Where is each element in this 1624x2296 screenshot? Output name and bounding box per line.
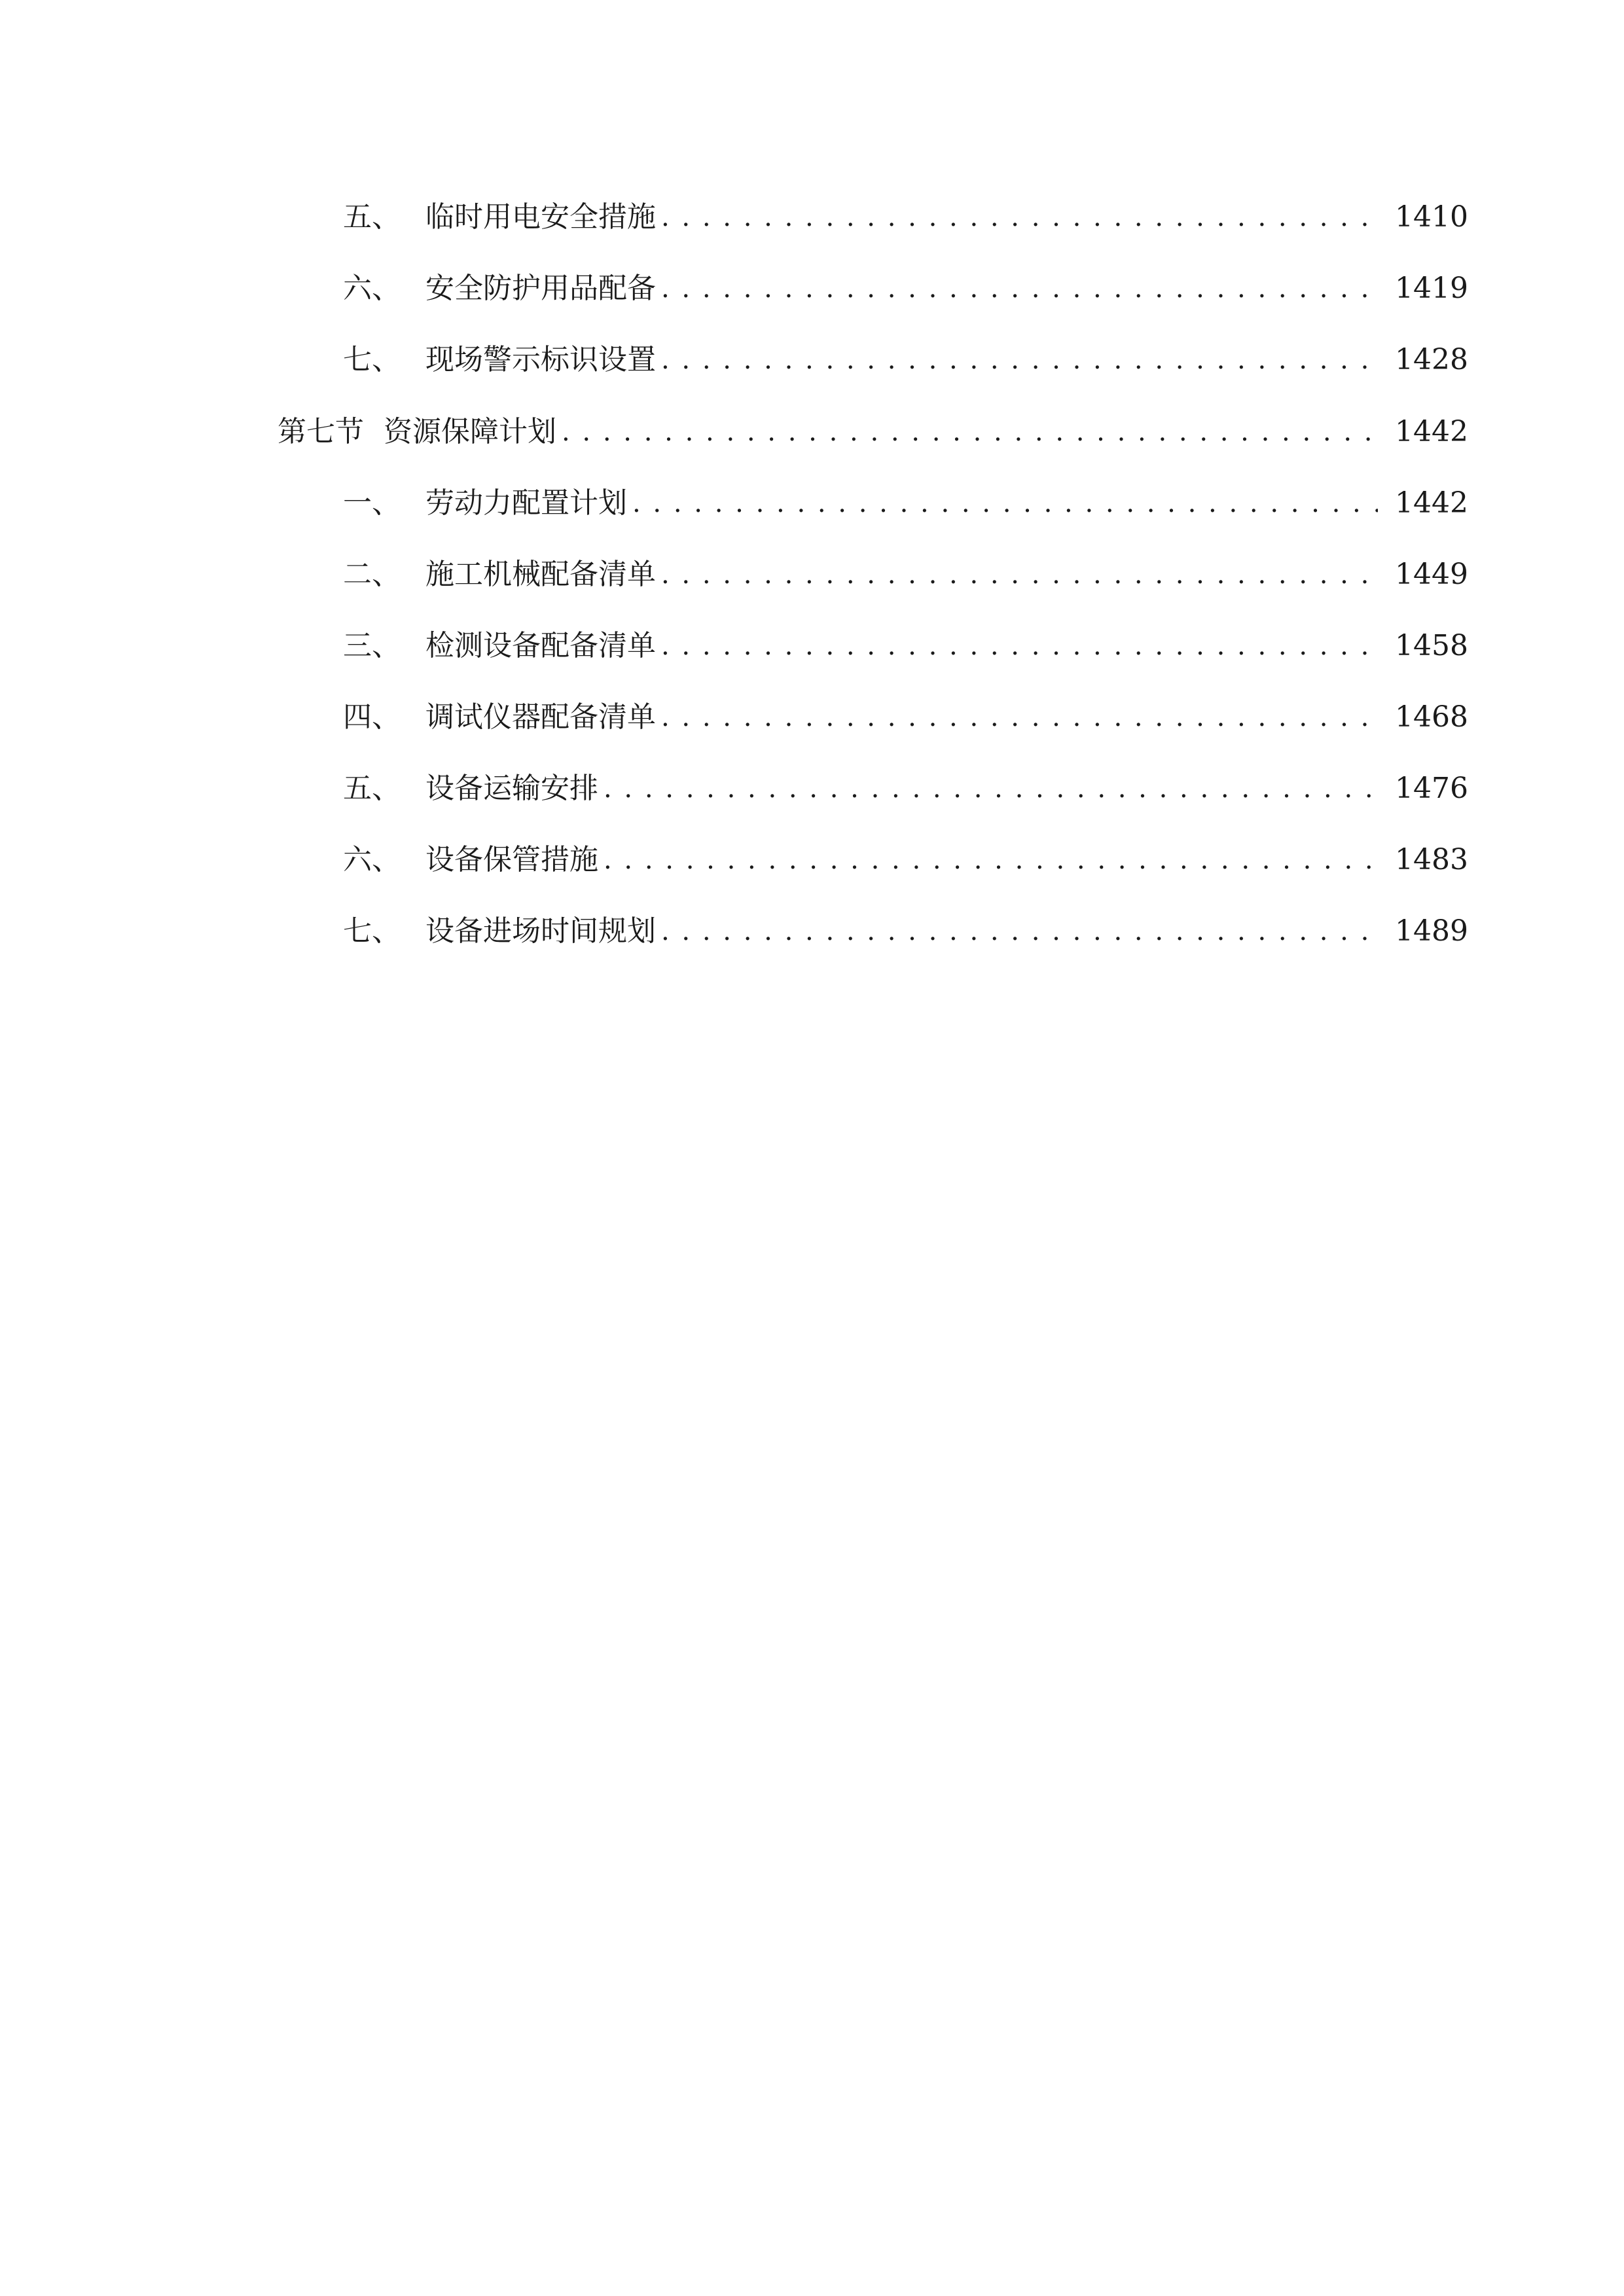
toc-dot-leader (661, 691, 1378, 744)
toc-entry[interactable] (0, 548, 1624, 601)
toc-entry[interactable] (0, 762, 1624, 815)
toc-entry-number: 七、 (343, 343, 401, 376)
toc-entry[interactable] (0, 191, 1624, 243)
toc-entry-page: 1442 (1395, 486, 1468, 520)
toc-dot-leader (661, 262, 1378, 315)
toc-entry-number: 四、 (343, 700, 401, 734)
toc-dot-leader (604, 834, 1378, 886)
toc-section-number: 第七节 (278, 415, 364, 448)
toc-entry[interactable] (0, 691, 1624, 744)
toc-entry[interactable] (0, 262, 1624, 315)
toc-entry-page: 1428 (1395, 343, 1468, 376)
toc-entry-page: 1449 (1395, 558, 1468, 591)
toc-entry-number: 五、 (343, 772, 401, 805)
toc-entry-title: 劳动力配置计划 (425, 486, 627, 520)
toc-section-entry[interactable] (0, 406, 1624, 458)
toc-entry[interactable] (0, 834, 1624, 886)
toc-section-page: 1442 (1395, 415, 1468, 448)
toc-entry-title: 现场警示标识设置 (425, 343, 656, 376)
toc-entry[interactable] (0, 334, 1624, 386)
toc-dot-leader (661, 334, 1378, 386)
toc-entry-page: 1458 (1395, 629, 1468, 662)
toc-section-title: 资源保障计划 (384, 415, 556, 448)
toc-entry-title: 施工机械配备清单 (425, 558, 656, 591)
toc-dot-leader (562, 406, 1378, 458)
toc-dot-leader (632, 477, 1378, 529)
toc-dot-leader (661, 620, 1378, 672)
toc-entry[interactable] (0, 905, 1624, 958)
toc-entry-title: 临时用电安全措施 (425, 200, 656, 234)
toc-dot-leader (661, 191, 1378, 243)
toc-entry-page: 1410 (1395, 200, 1468, 234)
toc-entry-number: 五、 (343, 200, 401, 234)
toc-entry-page: 1489 (1395, 914, 1468, 948)
toc-entry-number: 二、 (343, 558, 401, 591)
toc-entry-number: 三、 (343, 629, 401, 662)
toc-entry-title: 检测设备配备清单 (425, 629, 656, 662)
toc-entry-page: 1483 (1395, 843, 1468, 876)
toc-entry-page: 1468 (1395, 700, 1468, 734)
toc-entry-page: 1476 (1395, 772, 1468, 805)
toc-entry[interactable] (0, 620, 1624, 672)
toc-entry-title: 设备进场时间规划 (425, 914, 656, 948)
toc-entry-number: 六、 (343, 843, 401, 876)
toc-entry-number: 一、 (343, 486, 401, 520)
toc-entry-title: 设备保管措施 (425, 843, 598, 876)
toc-entry-title: 安全防护用品配备 (425, 272, 656, 305)
toc-dot-leader (661, 548, 1378, 601)
toc-dot-leader (604, 762, 1378, 815)
toc-dot-leader (661, 905, 1378, 958)
toc-entry-page: 1419 (1395, 272, 1468, 305)
toc-entry-title: 调试仪器配备清单 (425, 700, 656, 734)
toc-entry-number: 六、 (343, 272, 401, 305)
toc-entry-title: 设备运输安排 (425, 772, 598, 805)
toc-entry-number: 七、 (343, 914, 401, 948)
toc-entry[interactable] (0, 477, 1624, 529)
